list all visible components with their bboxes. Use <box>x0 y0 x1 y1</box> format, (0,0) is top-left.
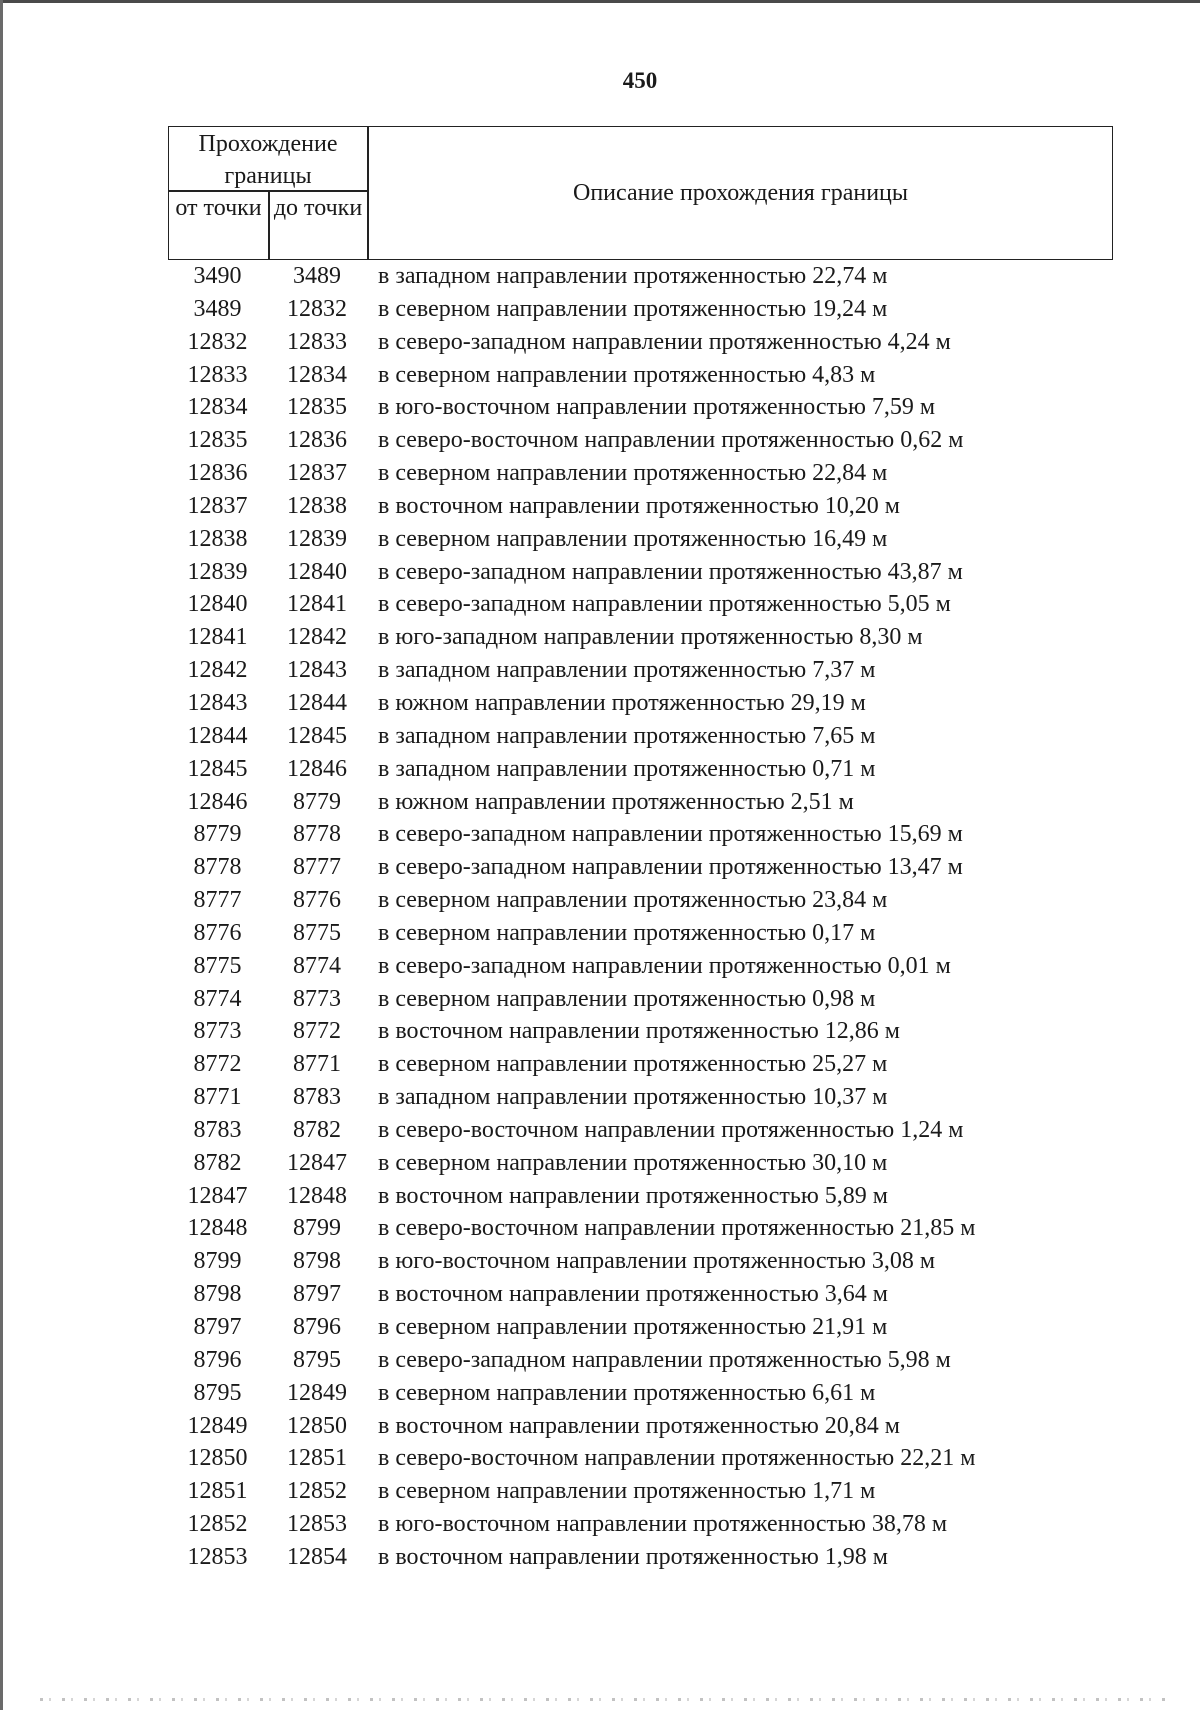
cell-to-point: 12841 <box>287 591 347 618</box>
cell-to-point: 8778 <box>293 821 341 848</box>
table-row <box>168 621 1128 654</box>
scan-left-edge <box>0 0 3 1710</box>
cell-description: в северо-западном направлении протяженностью 0,01 м <box>378 952 951 979</box>
cell-from-point: 12843 <box>187 689 248 716</box>
cell-to-point: 3489 <box>293 263 341 289</box>
table-row <box>168 1212 1128 1245</box>
cell-to-point: 12837 <box>287 460 347 487</box>
cell-from-point: 12850 <box>187 1445 248 1472</box>
cell-to-point: 8773 <box>293 985 341 1012</box>
scan-top-edge <box>0 0 1200 3</box>
cell-description: в северо-западном направлении протяженностью 15,69 м <box>378 821 963 848</box>
table-row <box>168 1475 1128 1508</box>
table-row <box>168 851 1128 884</box>
cell-from-point: 12834 <box>187 394 248 421</box>
cell-description: в восточном направлении протяженностью 3,64 м <box>378 1281 888 1308</box>
cell-from-point: 12851 <box>187 1478 248 1505</box>
header-passage: Прохождение границы <box>198 131 338 189</box>
table-row <box>168 1442 1128 1475</box>
cell-from-point: 12852 <box>187 1511 248 1538</box>
cell-from-point: 8779 <box>193 821 242 848</box>
cell-description: в северном направлении протяженностью 0,98 м <box>378 985 876 1012</box>
cell-to-point: 12853 <box>287 1511 347 1538</box>
table-row <box>168 556 1128 589</box>
cell-description: в северо-западном направлении протяженностью 43,87 м <box>378 558 963 585</box>
table-row <box>168 359 1128 392</box>
cell-from-point: 8776 <box>193 919 242 946</box>
cell-from-point: 12835 <box>187 427 248 454</box>
cell-description: в юго-восточном направлении протяженностью 38,78 м <box>378 1511 948 1538</box>
table-row <box>168 326 1128 359</box>
table-row <box>168 1015 1128 1048</box>
table-row <box>168 1245 1128 1278</box>
scan-bottom-edge <box>40 1698 1170 1701</box>
cell-to-point: 8783 <box>293 1084 341 1111</box>
cell-description: в северном направлении протяженностью 0,17 м <box>378 919 876 946</box>
table-row <box>168 654 1128 687</box>
table-row <box>168 588 1128 621</box>
cell-description: в западном направлении протяженностью 7,37 м <box>378 657 876 684</box>
cell-from-point: 12848 <box>187 1215 248 1242</box>
table-row <box>168 457 1128 490</box>
cell-to-point: 12849 <box>287 1379 347 1406</box>
cell-description: в северном направлении протяженностью 16,49 м <box>378 525 888 552</box>
cell-description: в восточном направлении протяженностью 12,86 м <box>378 1018 900 1045</box>
cell-from-point: 8795 <box>193 1379 242 1406</box>
cell-from-point: 8782 <box>193 1149 242 1176</box>
cell-to-point: 8775 <box>293 919 341 946</box>
table-row <box>168 786 1128 819</box>
table-row <box>168 753 1128 786</box>
cell-to-point: 8799 <box>293 1215 341 1242</box>
cell-to-point: 12845 <box>287 722 347 749</box>
table-row <box>168 1541 1128 1574</box>
cell-to-point: 12844 <box>287 689 347 716</box>
cell-from-point: 12837 <box>187 492 248 519</box>
cell-from-point: 3490 <box>193 263 242 289</box>
cell-description: в восточном направлении протяженностью 20,84 м <box>378 1412 900 1439</box>
page-number: 450 <box>622 68 658 93</box>
cell-from-point: 12849 <box>187 1412 248 1439</box>
cell-from-point: 12841 <box>187 624 248 651</box>
table-row <box>168 1081 1128 1114</box>
cell-to-point: 12840 <box>287 558 347 585</box>
cell-from-point: 8797 <box>193 1314 242 1340</box>
cell-from-point: 8772 <box>193 1051 242 1078</box>
cell-to-point: 12832 <box>287 295 347 322</box>
table-row <box>168 983 1128 1016</box>
table-row <box>168 1344 1128 1377</box>
header-description: Описание прохождения границы <box>572 180 908 206</box>
cell-to-point: 12842 <box>287 624 347 651</box>
cell-description: в северо-западном направлении протяженностью 4,24 м <box>378 328 951 355</box>
cell-description: в западном направлении протяженностью 7,65 м <box>378 722 876 749</box>
cell-from-point: 8775 <box>193 952 242 979</box>
table-row <box>168 1377 1128 1410</box>
cell-from-point: 8783 <box>193 1116 242 1143</box>
cell-to-point: 8774 <box>293 952 341 979</box>
cell-description: в северном направлении протяженностью 6,61 м <box>378 1379 876 1406</box>
cell-from-point: 12833 <box>187 361 248 388</box>
cell-description: в северном направлении протяженностью 23,84 м <box>378 887 888 914</box>
table-row <box>168 884 1128 917</box>
table-row <box>168 687 1128 720</box>
table-row <box>168 917 1128 950</box>
cell-description: в западном направлении протяженностью 0,71 м <box>378 755 876 782</box>
table-body <box>168 260 1128 1574</box>
cell-to-point: 12851 <box>287 1445 347 1472</box>
cell-from-point: 12847 <box>187 1182 248 1209</box>
table-row <box>168 391 1128 424</box>
header-to-point: до точки <box>273 195 363 221</box>
cell-to-point: 8796 <box>293 1314 341 1340</box>
cell-to-point: 8798 <box>293 1248 341 1275</box>
cell-description: в восточном направлении протяженностью 10,20 м <box>378 492 900 519</box>
cell-from-point: 12844 <box>187 722 248 749</box>
cell-to-point: 12847 <box>287 1149 347 1176</box>
cell-description: в северо-западном направлении протяженностью 5,05 м <box>378 591 951 618</box>
cell-from-point: 8798 <box>193 1281 242 1308</box>
table-row <box>168 818 1128 851</box>
cell-from-point: 3489 <box>193 295 242 322</box>
table-row <box>168 424 1128 457</box>
cell-to-point: 12839 <box>287 525 347 552</box>
cell-description: в северном направлении протяженностью 22,84 м <box>378 460 888 487</box>
cell-to-point: 8782 <box>293 1116 341 1143</box>
table-row <box>168 1048 1128 1081</box>
cell-description: в восточном направлении протяженностью 5,89 м <box>378 1182 888 1209</box>
cell-description: в юго-восточном направлении протяженностью 7,59 м <box>378 394 936 421</box>
table-row <box>168 1410 1128 1443</box>
cell-from-point: 12846 <box>187 788 248 815</box>
cell-to-point: 12852 <box>287 1478 347 1505</box>
table-row <box>168 1147 1128 1180</box>
cell-to-point: 12848 <box>287 1182 347 1209</box>
cell-description: в северо-восточном направлении протяженностью 21,85 м <box>378 1215 976 1242</box>
table-row <box>168 1180 1128 1213</box>
cell-to-point: 8797 <box>293 1281 341 1308</box>
cell-description: в юго-восточном направлении протяженностью 3,08 м <box>378 1248 936 1275</box>
cell-description: в северо-восточном направлении протяженностью 0,62 м <box>378 427 964 454</box>
cell-to-point: 12835 <box>287 394 347 421</box>
cell-to-point: 12833 <box>287 328 347 355</box>
cell-description: в северном направлении протяженностью 1,71 м <box>378 1478 876 1505</box>
cell-description: в западном направлении протяженностью 22,74 м <box>378 263 888 289</box>
cell-description: в западном направлении протяженностью 10,37 м <box>378 1084 888 1111</box>
table-row <box>168 1114 1128 1147</box>
cell-from-point: 8777 <box>193 887 242 914</box>
cell-from-point: 12832 <box>187 328 248 355</box>
header-from-point: от точки <box>175 195 262 221</box>
cell-description: в восточном направлении протяженностью 1,98 м <box>378 1543 888 1570</box>
cell-from-point: 8771 <box>193 1084 242 1111</box>
table-row <box>168 1311 1128 1344</box>
cell-description: в северо-западном направлении протяженностью 5,98 м <box>378 1346 951 1373</box>
cell-to-point: 8777 <box>293 854 341 881</box>
cell-description: в северном направлении протяженностью 21,91 м <box>378 1314 888 1340</box>
cell-description: в северном направлении протяженностью 19,24 м <box>378 295 888 322</box>
cell-description: в южном направлении протяженностью 2,51 м <box>378 788 854 815</box>
cell-description: в северо-западном направлении протяженностью 13,47 м <box>378 854 963 881</box>
table-row <box>168 950 1128 983</box>
table-row <box>168 1508 1128 1541</box>
cell-from-point: 12838 <box>187 525 248 552</box>
cell-from-point: 12842 <box>187 657 248 684</box>
table-row <box>168 720 1128 753</box>
cell-to-point: 12850 <box>287 1412 347 1439</box>
table-row <box>168 260 1128 293</box>
cell-from-point: 12840 <box>187 591 248 618</box>
table-row <box>168 293 1128 326</box>
cell-to-point: 12843 <box>287 657 347 684</box>
table-header <box>168 126 1113 260</box>
cell-from-point: 12839 <box>187 558 248 585</box>
cell-to-point: 8776 <box>293 887 341 914</box>
cell-to-point: 8771 <box>293 1051 341 1078</box>
cell-to-point: 12854 <box>287 1543 347 1570</box>
cell-to-point: 12846 <box>287 755 347 782</box>
cell-to-point: 8779 <box>293 788 341 815</box>
table-row <box>168 490 1128 523</box>
cell-description: в северном направлении протяженностью 30,10 м <box>378 1149 888 1176</box>
cell-description: в северном направлении протяженностью 25,27 м <box>378 1051 888 1078</box>
cell-description: в южном направлении протяженностью 29,19 м <box>378 689 866 716</box>
cell-from-point: 8799 <box>193 1248 242 1275</box>
cell-from-point: 12853 <box>187 1543 248 1570</box>
cell-description: в северо-восточном направлении протяженностью 22,21 м <box>378 1445 976 1472</box>
table-row <box>168 1278 1128 1311</box>
cell-description: в северном направлении протяженностью 4,83 м <box>378 361 876 388</box>
cell-to-point: 12834 <box>287 361 347 388</box>
cell-description: в северо-восточном направлении протяженностью 1,24 м <box>378 1116 964 1143</box>
cell-to-point: 12836 <box>287 427 347 454</box>
cell-from-point: 8773 <box>193 1018 242 1045</box>
cell-description: в юго-западном направлении протяженностью 8,30 м <box>378 624 923 651</box>
cell-to-point: 8772 <box>293 1018 341 1045</box>
cell-to-point: 12838 <box>287 492 347 519</box>
cell-from-point: 8796 <box>193 1346 242 1373</box>
cell-from-point: 8774 <box>193 985 242 1012</box>
cell-from-point: 12836 <box>187 460 248 487</box>
table-row <box>168 523 1128 556</box>
cell-from-point: 12845 <box>187 755 248 782</box>
cell-to-point: 8795 <box>293 1346 341 1373</box>
cell-from-point: 8778 <box>193 854 242 881</box>
